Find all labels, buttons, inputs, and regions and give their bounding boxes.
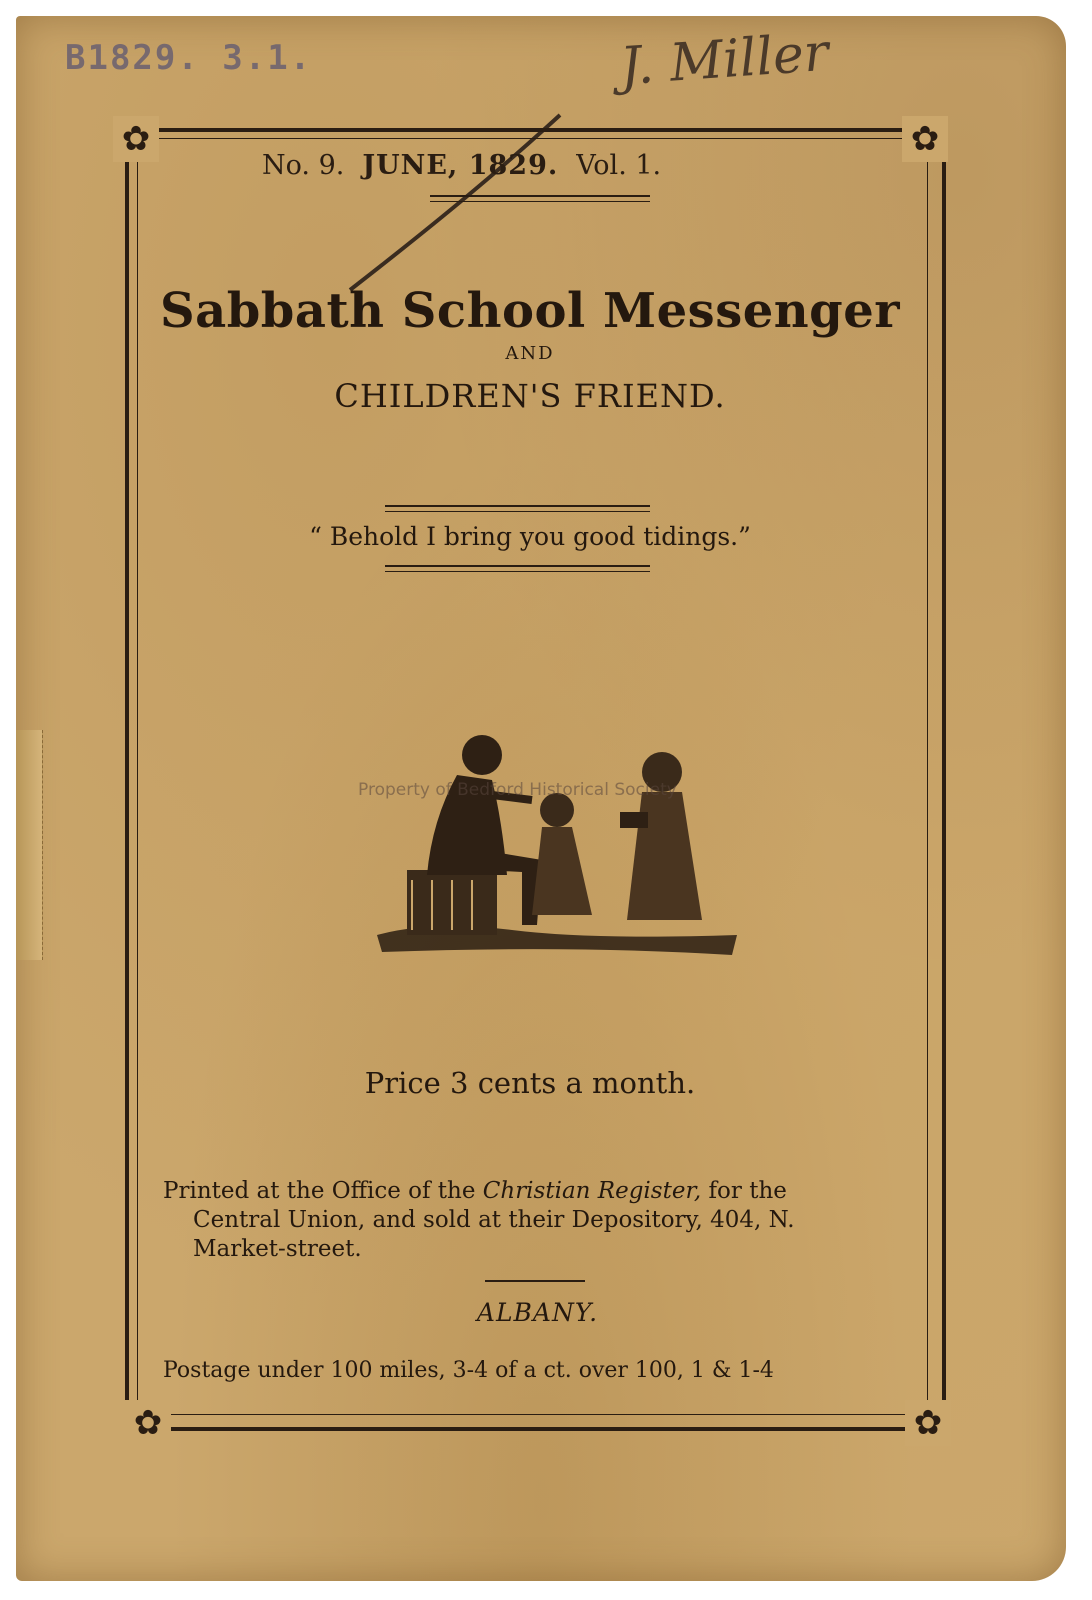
divider-rule: [485, 1280, 585, 1282]
catalog-number-stamp: B1829. 3.1.: [65, 38, 313, 78]
ownership-watermark: Property of Bedford Historical Society: [358, 780, 677, 800]
publication-subtitle: CHILDREN'S FRIEND.: [334, 377, 726, 415]
publication-title: Sabbath School Messenger: [159, 283, 901, 339]
issue-date: JUNE, 1829.: [362, 150, 559, 181]
woodcut-illustration: [372, 730, 742, 960]
price-line: Price 3 cents a month.: [364, 1066, 696, 1100]
divider-rule: [385, 565, 650, 572]
issue-line: [262, 150, 822, 181]
owner-signature: J. Miller: [618, 22, 831, 98]
imprint-block: [163, 1177, 923, 1264]
imprint-line-2: Central Union, and sold at their Depository, 404, N.: [193, 1207, 795, 1233]
corner-ornament-icon: ✿: [902, 116, 948, 162]
issue-number: No. 9.: [262, 150, 345, 181]
imprint-prefix: Printed at the Office of the: [163, 1178, 476, 1204]
motto-quote: “ Behold I bring you good tidings.”: [309, 522, 751, 551]
title-connector: AND: [505, 343, 555, 364]
postage-note: Postage under 100 miles, 3-4 of a ct. over 100, 1 & 1-4: [163, 1358, 774, 1383]
corner-ornament-icon: ✿: [125, 1400, 171, 1446]
divider-rule: [430, 195, 650, 202]
place-of-publication: ALBANY.: [476, 1298, 599, 1327]
corner-ornament-icon: ✿: [113, 116, 159, 162]
imprint-line-3: Market-street.: [193, 1236, 362, 1262]
corner-ornament-icon: ✿: [905, 1400, 951, 1446]
issue-volume: Vol. 1.: [576, 150, 662, 181]
imprint-suffix: for the: [708, 1178, 787, 1204]
divider-rule: [385, 505, 650, 512]
spine-binding: [16, 730, 43, 960]
imprint-newspaper: Christian Register,: [482, 1178, 702, 1204]
